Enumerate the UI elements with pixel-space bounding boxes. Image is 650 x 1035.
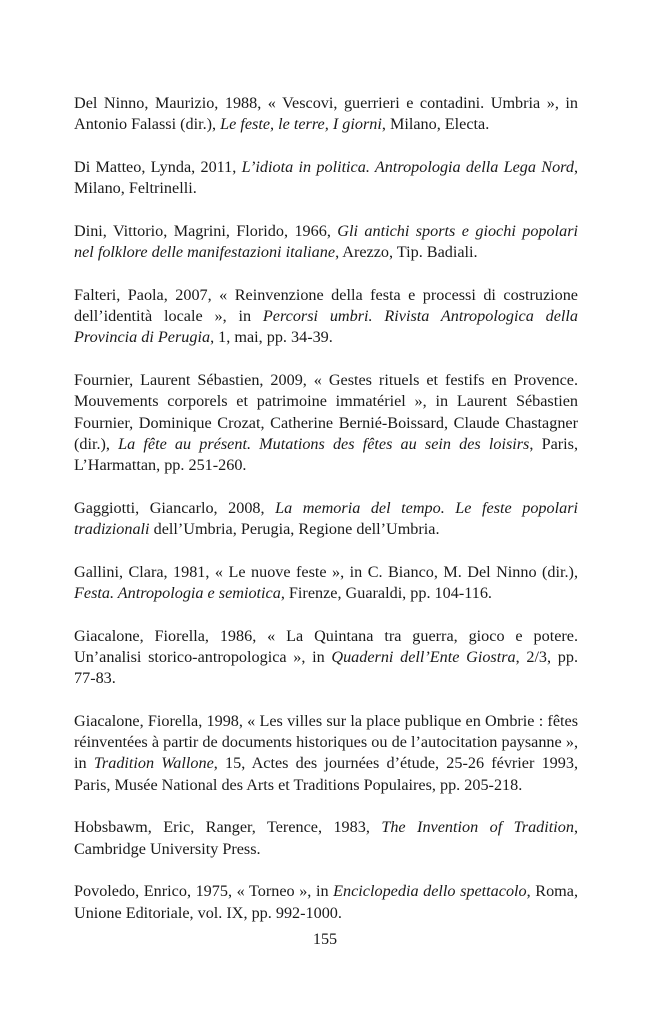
entry-text: , 2/3, pp. 77-83. — [74, 648, 579, 688]
bibliography-entry — [74, 711, 578, 796]
entry-title-italic: Percorsi umbri. Rivista Antropologica della Provincia di Perugia — [74, 307, 578, 347]
entry-text: , Firenze, Guaraldi, pp. 104-116. — [280, 584, 492, 603]
entry-title-italic: Gli antichi sports e giochi popolari nel folklore delle manifestazioni italiane — [74, 222, 578, 262]
bibliography-entry — [74, 817, 578, 859]
bibliography-entry — [74, 370, 578, 476]
bibliography-entry — [74, 562, 578, 604]
entry-text: , Cambridge University Press. — [74, 818, 578, 858]
entry-text: Povoledo, Enrico, 1975, « Torneo », in — [74, 882, 334, 901]
entry-text: Gaggiotti, Giancarlo, 2008, — [74, 498, 276, 517]
entry-title-italic: Le feste, le terre, I giorni — [220, 115, 382, 134]
entry-title-italic: La fête au présent. Mutations des fêtes au sein des loisirs — [118, 434, 530, 453]
entry-text: , Arezzo, Tip. Badiali. — [335, 243, 478, 262]
bibliography-entry — [74, 157, 578, 199]
bibliography-list — [74, 93, 578, 945]
page-number: 155 — [312, 930, 338, 948]
entry-text: , 1, mai, pp. 34-39. — [210, 328, 333, 347]
entry-title-italic: The Invention of Tradition — [381, 818, 574, 837]
bibliography-entry — [74, 221, 578, 263]
bibliography-entry — [74, 498, 578, 540]
entry-text: Falteri, Paola, 2007, « Reinvenzione della festa e processi di costruzione dell’identità locale », in — [74, 286, 578, 326]
entry-text: Fournier, Laurent Sébastien, 2009, « Gestes rituels et festifs en Provence. Mouvements corporels et patrimoine immatériel », in Laurent Sébastien Fournier, Dominique Crozat, Catherine Bernié-Boissard, Claude Chastagner (dir.), — [74, 371, 578, 453]
entry-text: , Milano, Electa. — [381, 115, 490, 134]
entry-text: Dini, Vittorio, Magrini, Florido, 1966, — [74, 222, 338, 240]
entry-title-italic: L’idiota in politica. Antropologia della Lega Nord — [241, 158, 574, 176]
entry-text: Hobsbawm, Eric, Ranger, Terence, 1983, — [74, 818, 382, 837]
entry-text: dell’Umbria, Perugia, Regione dell’Umbria. — [149, 520, 440, 539]
entry-title-italic: Quaderni dell’Ente Giostra — [331, 648, 516, 667]
entry-text: , 15, Actes des journées d’étude, 25-26 février 1993, Paris, Musée National des Arts et Traditions Populaires, pp. 205-218. — [74, 754, 579, 794]
bibliography-entry — [74, 626, 578, 690]
entry-title-italic: Festa. Antropologia e semiotica — [74, 584, 281, 603]
entry-text: , Paris, L’Harmattan, pp. 251-260. — [74, 434, 579, 475]
entry-text: Giacalone, Fiorella, 1986, « La Quintana tra guerra, gioco e potere. Un’analisi storico-antropologica », in — [74, 626, 578, 667]
entry-text: Gallini, Clara, 1981, « Le nuove feste », in C. Bianco, M. Del Ninno (dir.), — [74, 562, 578, 581]
entry-text: , Milano, Feltrinelli. — [74, 158, 578, 198]
entry-title-italic: Tradition Wallone — [93, 754, 214, 773]
entry-text: Del Ninno, Maurizio, 1988, « Vescovi, guerrieri e contadini. Umbria », in Antonio Falassi (dir.), — [74, 94, 578, 134]
entry-text: Giacalone, Fiorella, 1998, « Les villes sur la place publique en Ombrie : fêtes réinventées à partir de documents historiques ou de l’autocitation paysanne », in — [74, 712, 578, 773]
bibliography-entry — [74, 285, 578, 349]
bibliography-entry — [74, 93, 578, 135]
entry-text: , Roma, Unione Editoriale, vol. IX, pp. 992-1000. — [74, 882, 578, 922]
entry-title-italic: Enciclopedia dello spettacolo — [333, 882, 527, 901]
entry-title-italic: La memoria del tempo. Le feste popolari tradizionali — [74, 498, 578, 539]
bibliography-entry — [74, 881, 578, 923]
entry-text: Di Matteo, Lynda, 2011, — [74, 158, 242, 176]
